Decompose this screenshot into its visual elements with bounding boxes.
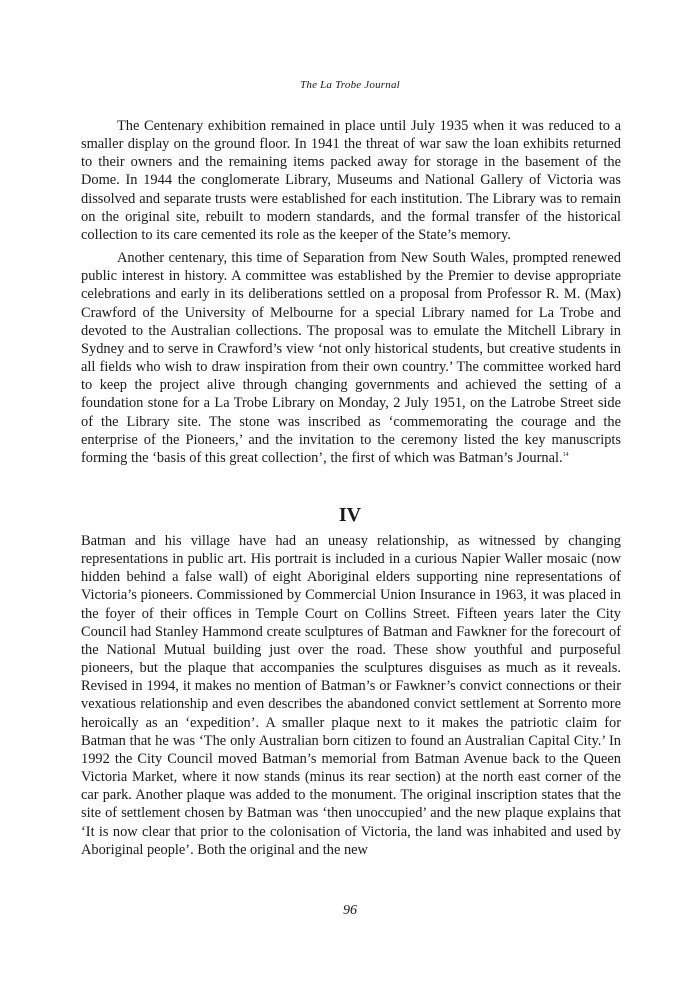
- paragraph: Batman and his village have had an uneasy relationship, as witnessed by changing representations in public art. His portrait is included in a curious Napier Waller mosaic (now hidden behind a false wall) of eight Aboriginal elders supporting nine representations of Victoria’s pioneers. Commissioned by Commercial Union Insurance in 1963, it was placed in the foyer of their offices in Temple Court on Collins Street. Fifteen years later the City Council had Stanley Hammond create sculptures of Batman and Fawkner for the forecourt of the National Mutual building just over the road. These show youthful and purposeful pioneers, but the plaque that accompanies the sculptures disguises as much as it reveals. Revised in 1994, it makes no mention of Batman’s or Fawkner’s convict connections or their vexatious relationship and even describes the abandoned convict settlement at Sorrento more heroically as an ‘expedition’. A smaller plaque next to it makes the patriotic claim for Batman that he was ‘The only Australian born citizen to found an Australian Capital City.’ In 1992 the City Council moved Batman’s memorial from Batman Avenue back to the Queen Victoria Market, where it now stands (minus its rear section) at the north east corner of the car park. Another plaque was added to the monument. The original inscription states that the site of settlement chosen by Batman was ‘then unoccupied’ and the new plaque explains that ‘It is now clear that prior to the colonisation of Victoria, the land was inhabited and used by Aboriginal people’. Both the original and the new: [81, 533, 621, 858]
- paragraph: [81, 249, 621, 467]
- text-block-top: [81, 117, 621, 467]
- footnote-marker: 14: [562, 452, 569, 459]
- text-block-bottom: [81, 532, 621, 859]
- paragraph: The Centenary exhibition remained in place until July 1935 when it was reduced to a smaller display on the ground floor. In 1941 the threat of war saw the loan exhibits returned to their owners and the remaining items packed away for storage in the basement of the Dome. In 1944 the conglomerate Library, Museums and National Gallery of Victoria was dissolved and separate trusts were established for each institution. The Library was to remain on the original site, rebuilt to modern standards, and the formal transfer of the historical collection to its care cemented its role as the keeper of the State’s memory.: [81, 118, 621, 243]
- page-number: 96: [343, 903, 357, 918]
- paragraph-text: Another centenary, this time of Separation from New South Wales, prompted renewed public interest in history. A committee was established by the Premier to devise appropriate celebrations and early in its deliberations settled on a proposal from Professor R. M. (Max) Crawford of the University of Melbourne for a special Library named for La Trobe and devoted to the Australian collections. The proposal was to emulate the Mitchell Library in Sydney and to serve in Crawford’s view ‘not only historical students, but creative students in all fields who wish to draw inspiration from their own country.’ The committee worked hard to keep the project alive through changing governments and achieved the setting of a foundation stone for a La Trobe Library on Monday, 2 July 1951, on the Latrobe Street side of the Library site. The stone was inscribed as ‘commemorating the courage and the enterprise of the Pioneers,’ and the invitation to the ceremony listed the key manuscripts forming the ‘basis of this great collection’, the first of which was Batman’s Journal.: [81, 250, 621, 466]
- running-head: The La Trobe Journal: [300, 79, 400, 91]
- section-heading: IV: [338, 504, 362, 526]
